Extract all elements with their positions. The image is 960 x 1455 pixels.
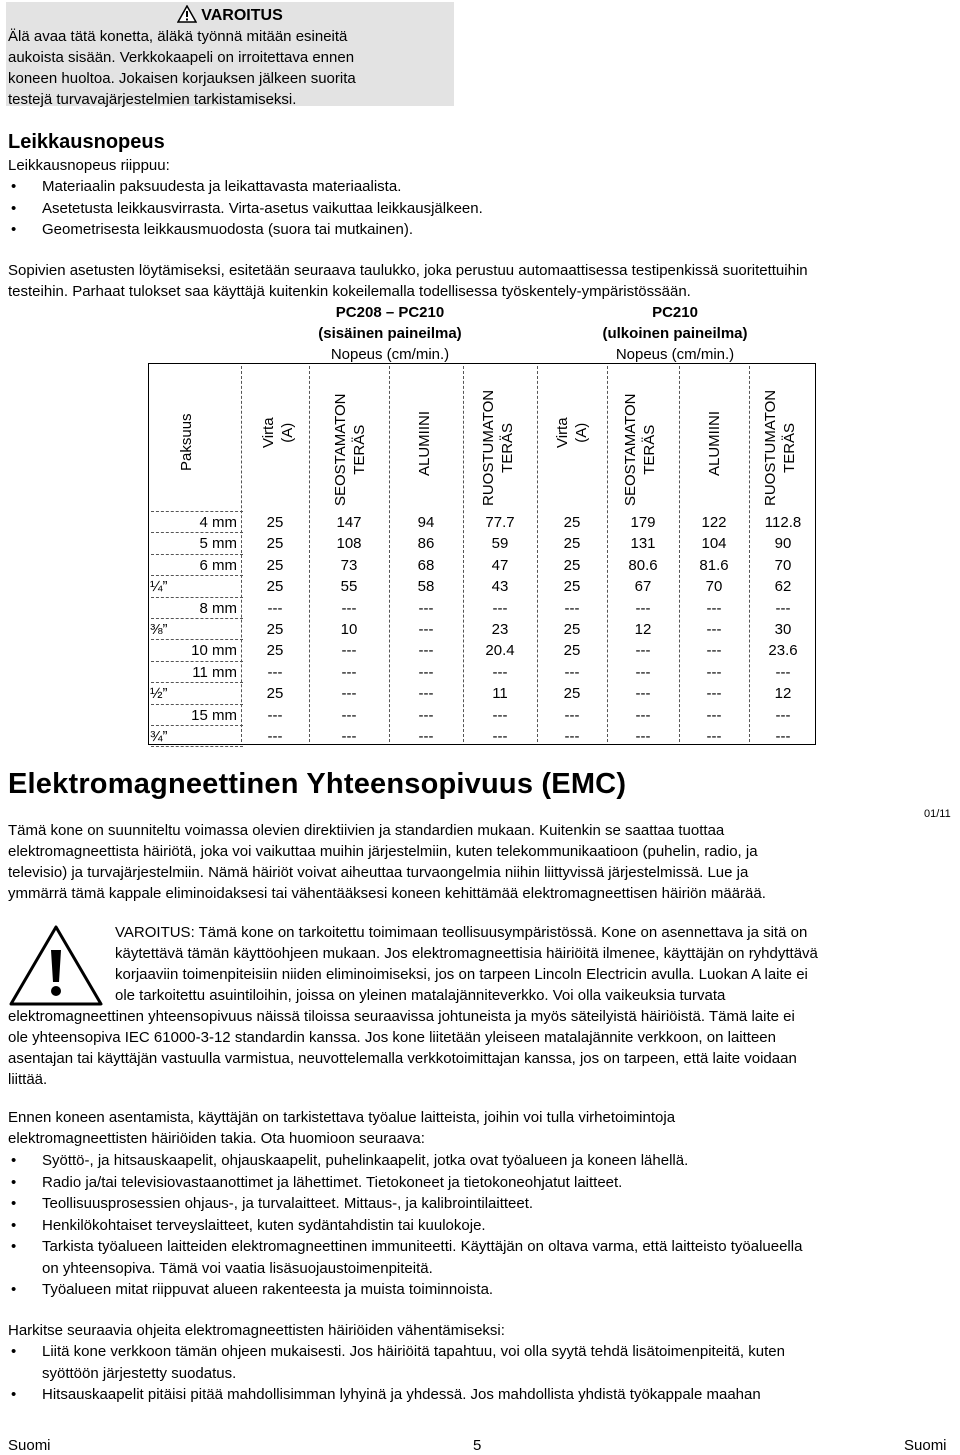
emc-reduce-list [8,1341,785,1406]
list-item [8,1279,802,1301]
table-cell: 25 [266,642,284,660]
table-cell: --- [418,663,434,681]
table-cell: --- [775,663,791,681]
table-cell: --- [418,599,434,617]
col-header-current-label: Virta [260,417,277,448]
emc-warning-text [115,922,955,1006]
paragraph-line: ymmärrä tämä kappale eliminoidaksesi tai vähentääksesi koneen kehittämää elektromagneettisen häiriön määrää. [8,885,766,902]
table-cell: --- [418,706,434,724]
group2-header [565,302,785,365]
paragraph-line: televisio) ja turvajärjestelmiin. Nämä häiriöt voivat aiheuttaa turvaongelmia niihin liittyvissä järjestelmissä. Lue ja [8,864,749,881]
table-cell: --- [775,706,791,724]
table-cell: 108 [336,535,362,553]
emc-check-paragraph [8,1107,675,1149]
warning-line: Älä avaa tätä konetta, äläkä työnnä mitään esineitä [8,28,348,45]
page-number: 5 [473,1437,482,1454]
table-cell: 25 [563,642,581,660]
row-thickness: 4 mm [199,514,237,531]
group1-header [280,302,500,365]
list-item-text: Liitä kone verkkoon tämän ohjeen mukaisesti. Jos häiriöitä tapahtuu, voi olla syytä tehdä lisätoimenpiteitä, kuten [42,1343,785,1360]
group2-unit: Nopeus (cm/min.) [615,346,735,363]
warning-triangle-icon [8,922,104,1008]
list-item: • Materiaalin paksuudesta ja leikattavasta materiaalista. [8,176,483,198]
col-header-current-2 [553,417,591,448]
col-header-current-label: Virta [554,417,571,448]
paragraph-line: liittää. [8,1071,48,1088]
table-cell: --- [267,663,283,681]
list-item [8,1236,802,1279]
list-item: • Asetetusta leikkausvirrasta. Virta-asetus vaikuttaa leikkausjälkeen. [8,198,483,220]
row-thickness: ¼” [150,578,168,596]
paragraph-line: korjaaviin toimenpiteisiin niiden eliminoimiseksi, jos on tarpeen Lincoln Electricin avulla. Luokan A laite ei [115,966,808,983]
row-divider [151,746,243,747]
table-cell: --- [635,642,651,660]
list-item-text: on yhteensopiva. Tämä voi vaatia lisäsuojaustoimenpiteitä. [42,1259,433,1277]
row-thickness: 11 mm [192,663,237,681]
table-cell: 25 [563,535,581,553]
table-cell: --- [492,706,508,724]
col-header-mild-steel-2 [621,393,659,506]
col-header-current [259,417,297,448]
table-cell: 80.6 [628,556,658,574]
table-cell: 10 [340,621,358,638]
table-cell: 25 [563,578,581,596]
group2-subtitle: (ulkoinen paineilma) [602,325,748,342]
emc-reduce-intro: Harkitse seuraavia ohjeita elektromagneettisten häiriöiden vähentämiseksi: [8,1322,505,1339]
warning-triangle-icon [177,5,197,23]
table-cell: --- [492,663,508,681]
list-item-text: Radio ja/tai televisiovastaanottimet ja lähettimet. Tietokoneet ja tietokoneohjatut laitteet. [42,1173,623,1191]
footer-language-right: Suomi [904,1437,947,1454]
emc-date: 01/11 [924,808,951,820]
row-thickness: ½” [150,685,168,703]
row-thickness: 15 mm [191,706,237,724]
warning-box [6,2,454,106]
table-cell: --- [564,663,580,681]
table-cell: 86 [417,535,435,553]
table-cell: --- [706,728,722,745]
table-divider [389,366,390,742]
table-cell: 20.4 [485,642,515,660]
table-cell: --- [706,706,722,724]
table-cell: --- [418,642,434,660]
table-cell: 25 [563,621,581,638]
table-cell: 25 [266,578,284,596]
paragraph-line: Sopivien asetusten löytämiseksi, esitetään seuraava taulukko, joka perustuu automaattisessa testipenkissä suoritettuihin [8,262,808,279]
table-cell: 55 [340,578,358,596]
table-cell: 104 [701,535,727,553]
table-cell: --- [341,706,357,724]
cutting-speed-heading: Leikkausnopeus [8,131,165,153]
warning-title: VAROITUS [201,7,283,24]
col-header-mild-steel-line2: TERÄS [641,424,658,475]
paragraph-line: elektromagneettisten häiriöiden takia. Ota huomioon seuraava: [8,1130,425,1147]
col-header-stainless-2 [761,390,799,506]
table-cell: --- [341,663,357,681]
table-cell: 77.7 [485,514,515,531]
table-cell: --- [635,599,651,617]
emc-heading: Elektromagneettinen Yhteensopivuus (EMC) [8,768,627,800]
table-cell: 81.6 [699,556,729,574]
table-cell: --- [775,599,791,617]
table-cell: --- [706,663,722,681]
table-cell: --- [341,685,357,703]
group1-subtitle: (sisäinen paineilma) [318,325,462,342]
col-header-mild-steel-line1: SEOSTAMATON [332,393,349,506]
table-cell: --- [706,621,722,638]
list-item-text: Teollisuusprosessien ohjaus-, ja turvalaitteet. Mittaus-, ja kalibrointilaitteet. [42,1195,534,1212]
table-cell: --- [267,728,283,745]
col-header-mild-steel [331,393,369,506]
list-item [8,1215,802,1237]
table-cell: 68 [417,556,435,574]
table-cell: 70 [705,578,723,596]
warning-line: testejä turvavajärjestelmien tarkistamiseksi. [8,91,297,108]
table-cell: 131 [630,535,656,553]
table-cell: --- [267,599,283,617]
table-cell: --- [635,728,651,745]
table-cell: --- [564,728,580,745]
table-cell: 25 [266,621,284,638]
table-cell: 73 [340,556,358,574]
col-header-mild-steel-line1: SEOSTAMATON [622,393,639,506]
table-cell: --- [267,706,283,724]
group1-title: PC208 – PC210 [335,304,445,321]
table-cell: --- [564,599,580,617]
paragraph-line: elektromagneettista häiriötä, joka voi vaikuttaa muihin järjestelmiin, kuten telekommunikaatioon (puhelin, radio, ja [8,843,758,860]
table-cell: --- [706,599,722,617]
list-item [8,1172,802,1194]
paragraph-line: Ennen koneen asentamista, käyttäjän on tarkistettava työalue laitteista, joihin voi tulla virhetoimintoja [8,1109,676,1126]
emc-paragraph [8,820,766,904]
col-header-stainless-line2: TERÄS [781,422,798,473]
row-thickness: ⅜” [150,621,168,638]
paragraph-line: VAROITUS: Tämä kone on tarkoitettu toimimaan teollisuusympäristössä. Kone on asennettava ja sitä on [115,924,808,941]
col-header-current-unit: (A) [279,422,296,443]
list-item-text: Hitsauskaapelit pitäisi pitää mahdollisimman lyhyinä ja yhdessä. Jos mahdollista yhdistä työkappale maahan [42,1386,761,1403]
col-header-aluminum: ALUMIINI [416,410,433,476]
footer-language-left: Suomi [8,1437,51,1454]
paragraph-line: asentajan tai käyttäjän vastuulla varmistua, neuvottelemalla verkkotoimittajan kanssa, jos on tarpeen, että laite voidaan [8,1050,797,1067]
table-divider [463,366,464,742]
paragraph-line: ole tarkoitettu asuintiloihin, joissa on yleinen matalajänniteverkko. Voi olla vaikeuksia turvata [115,987,726,1004]
table-cell: --- [492,599,508,617]
table-cell: 25 [266,556,284,574]
cutting-paragraph [8,260,808,302]
list-item [8,1384,785,1406]
table-cell: --- [635,685,651,703]
table-cell: 25 [563,685,581,703]
table-cell: --- [635,663,651,681]
table-cell: 25 [563,556,581,574]
row-thickness: ¾” [150,728,168,745]
list-item [8,1150,802,1172]
table-cell: --- [775,728,791,745]
table-cell: 30 [774,621,792,638]
table-cell: 122 [701,514,727,531]
table-cell: 47 [491,556,509,574]
warning-line: aukoista sisään. Verkkokaapeli on irroitettava ennen [8,49,355,66]
table-cell: --- [492,728,508,745]
col-header-mild-steel-line2: TERÄS [351,424,368,475]
table-cell: --- [418,685,434,703]
list-item-text: syöttöön järjestetty suodatus. [42,1364,237,1382]
group1-unit: Nopeus (cm/min.) [330,346,450,363]
warning-text [8,26,452,110]
row-thickness: 5 mm [199,535,237,553]
table-cell: 67 [634,578,652,596]
warning-heading [6,5,454,25]
list-item [8,1341,785,1384]
table-cell: 59 [491,535,509,553]
table-cell: --- [564,706,580,724]
col-header-aluminum-2: ALUMIINI [706,410,723,476]
table-cell: 70 [774,556,792,574]
row-thickness: 8 mm [199,599,237,617]
table-cell: --- [418,621,434,638]
col-header-stainless-line1: RUOSTUMATON [762,389,779,506]
table-cell: 25 [563,514,581,531]
table-cell: 112.8 [764,514,802,531]
list-item-text: Työalueen mitat riippuvat alueen rakenteesta ja muista toiminnoista. [42,1281,494,1298]
table-cell: 43 [491,578,509,596]
emc-warning-continued [8,1006,797,1090]
list-item-text: Syöttö-, ja hitsauskaapelit, ohjauskaapelit, puhelinkaapelit, jotka ovat työalueen ja koneen lähellä. [42,1152,689,1169]
list-item: • Geometrisesta leikkausmuodosta (suora tai mutkainen). [8,219,483,241]
table-cell: 62 [774,578,792,596]
col-header-stainless [479,390,517,506]
col-header-stainless-line2: TERÄS [499,422,516,473]
warning-line: koneen huoltoa. Jokaisen korjauksen jälkeen suorita [8,70,356,87]
table-cell: --- [706,642,722,660]
col-header-stainless-line1: RUOSTUMATON [480,389,497,506]
table-cell: 12 [634,621,652,638]
table-cell: 179 [630,514,656,531]
cutting-bullet-list [8,176,483,241]
table-cell: 25 [266,685,284,703]
table-cell: 23 [491,621,509,638]
col-header-thickness: Paksuus [178,413,195,471]
emc-check-list [8,1150,802,1301]
group2-title: PC210 [652,304,698,321]
cutting-speed-table [148,363,816,745]
list-item-text: Henkilökohtaiset terveyslaitteet, kuten sydäntahdistin tai kuulokoje. [42,1216,486,1234]
paragraph-line: Tämä kone on suunniteltu voimassa olevien direktiivien ja standardien mukaan. Kuitenkin se saattaa tuottaa [8,822,725,839]
table-cell: --- [635,706,651,724]
table-cell: --- [341,599,357,617]
paragraph-line: testeihin. Parhaat tulokset saa käyttäjä kuitenkin kokeilemalla todellisessa työskentely-ympäristössään. [8,283,691,300]
row-thickness: 10 mm [191,642,237,660]
table-cell: 94 [417,514,435,531]
table-cell: --- [341,728,357,745]
table-cell: 90 [774,535,792,553]
cutting-intro: Leikkausnopeus riippuu: [8,157,170,174]
table-cell: 12 [774,685,792,703]
table-cell: 147 [336,514,362,531]
table-cell: 11 [492,685,508,703]
table-cell: 25 [266,514,284,531]
paragraph-line: elektromagneettinen yhteensopivuus näissä tiloissa seuraavissa johtuneista ja myös säteilyistä häiriöistä. Tämä laite ei [8,1008,795,1025]
paragraph-line: ole yhteensopiva IEC 61000-3-12 standardin kanssa. Jos kone liitetään yleiseen matalajännite verkkoon, on laitteen [8,1029,776,1046]
row-thickness: 6 mm [199,556,237,574]
col-header-current-unit: (A) [573,422,590,443]
paragraph-line: käytettävä tämän käyttöohjeen mukaan. Jos elektromagneettisia häiriöitä ilmenee, käyttäjän on ryhdyttävä [115,945,818,962]
table-cell: --- [341,642,357,660]
row-divider [151,511,243,512]
list-item [8,1193,802,1215]
table-cell: --- [418,728,434,745]
table-cell: 23.6 [768,642,798,660]
list-item-text: Tarkista työalueen laitteiden elektromagneettinen immuniteetti. Käyttäjän on oltava varma, että laitteisto työalueella [42,1238,803,1255]
table-cell: 25 [266,535,284,553]
table-cell: --- [706,685,722,703]
table-cell: 58 [417,578,435,596]
